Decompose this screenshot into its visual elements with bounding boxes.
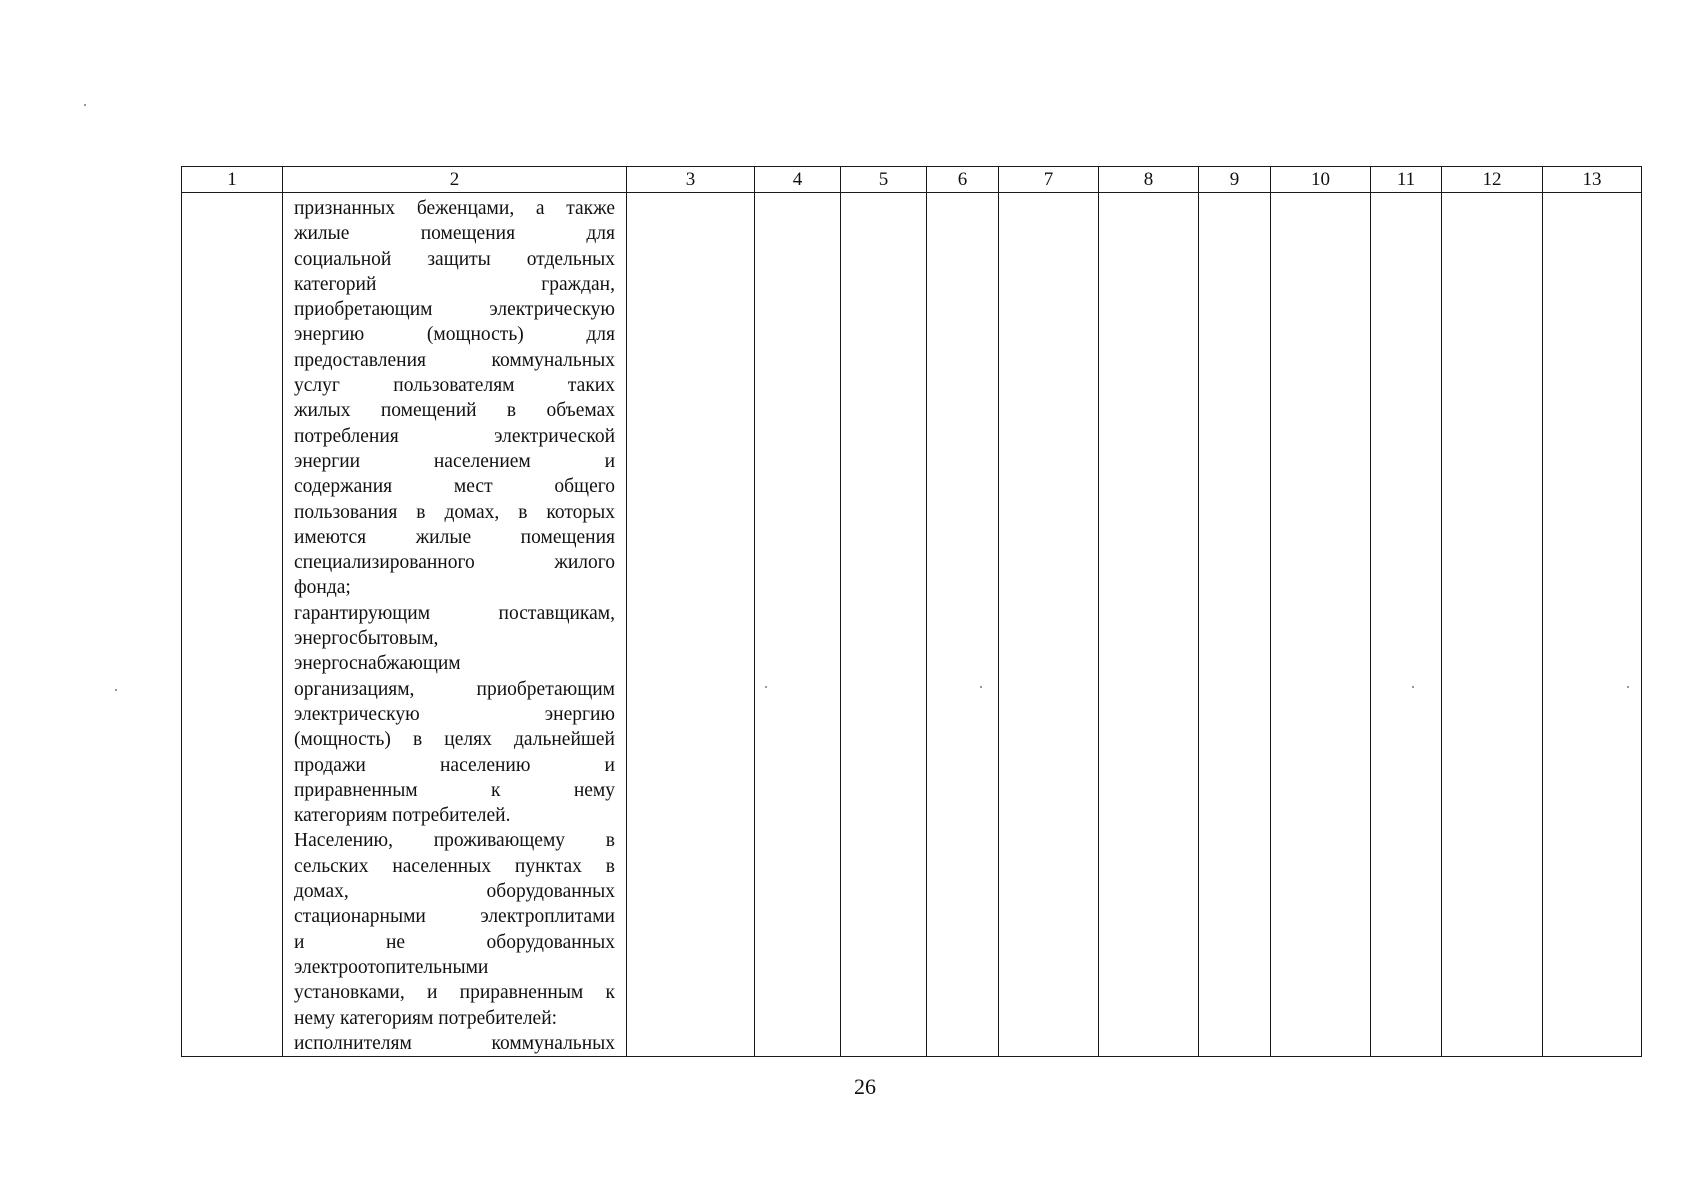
cell-col-2 [283, 193, 627, 1057]
column-number-2: 2 [283, 167, 627, 193]
text-line: и не оборудованных [294, 931, 615, 953]
scan-speck [980, 686, 982, 688]
cell-col-4 [755, 193, 841, 1057]
text-line: категориям потребителей. [294, 805, 511, 827]
text-line: жилых помещений в объемах [294, 400, 615, 422]
tariff-description-text [283, 193, 626, 1056]
text-line: сельских населенных пунктах в [294, 855, 615, 877]
cell-col-5 [841, 193, 927, 1057]
scan-speck [765, 686, 767, 688]
text-line: организациям, приобретающим [294, 678, 615, 700]
text-line: пользования в домах, в которых [294, 501, 615, 523]
text-line: жилые помещения для [294, 223, 615, 245]
column-number-12: 12 [1442, 167, 1543, 193]
column-number-7: 7 [999, 167, 1099, 193]
column-number-1: 1 [182, 167, 283, 193]
scan-speck [1412, 686, 1414, 688]
cell-col-3 [627, 193, 755, 1057]
data-table [181, 166, 1642, 1057]
text-line: социальной защиты отдельных [294, 248, 615, 270]
cell-col-6 [927, 193, 999, 1057]
column-number-8: 8 [1099, 167, 1199, 193]
text-line: фонда; [294, 577, 351, 599]
cell-col-10 [1271, 193, 1371, 1057]
page-number: 26 [854, 1074, 876, 1099]
column-number-4: 4 [755, 167, 841, 193]
text-line: услуг пользователям таких [294, 375, 615, 397]
text-line: специализированного жилого [294, 552, 615, 574]
cell-col-7 [999, 193, 1099, 1057]
column-number-11: 11 [1371, 167, 1442, 193]
text-line: нему категориям потребителей: [294, 1007, 558, 1029]
text-line: энергоснабжающим [294, 653, 461, 675]
text-line: признанных беженцами, а также [294, 198, 615, 219]
text-line: предоставления коммунальных [294, 349, 615, 371]
scan-speck [1627, 686, 1629, 688]
text-line: продажи населению и [294, 754, 615, 776]
column-number-10: 10 [1271, 167, 1371, 193]
text-line: исполнителям коммунальных [294, 1032, 615, 1054]
text-line: Населению, проживающему в [294, 830, 615, 852]
table-row [182, 193, 1642, 1057]
text-line: потребления электрической [294, 425, 615, 447]
text-line: установками, и приравненным к [294, 982, 615, 1004]
text-line: электрическую энергию [294, 703, 615, 725]
text-line: приравненным к нему [294, 779, 615, 801]
column-number-3: 3 [627, 167, 755, 193]
text-line: категорий граждан, [294, 273, 615, 295]
text-line: энергосбытовым, [294, 628, 439, 650]
text-line: имеются жилые помещения [294, 526, 615, 548]
cell-col-12 [1442, 193, 1543, 1057]
cell-col-11 [1371, 193, 1442, 1057]
column-number-6: 6 [927, 167, 999, 193]
text-line: домах, оборудованных [294, 881, 615, 903]
text-line: (мощность) в целях дальнейшей [294, 729, 615, 751]
cell-col-1 [182, 193, 283, 1057]
text-line: содержания мест общего [294, 476, 615, 498]
cell-col-8 [1099, 193, 1199, 1057]
cell-col-9 [1199, 193, 1271, 1057]
column-number-5: 5 [841, 167, 927, 193]
column-number-9: 9 [1199, 167, 1271, 193]
text-line: гарантирующим поставщикам, [294, 602, 615, 624]
text-line: приобретающим электрическую [294, 299, 615, 321]
text-line: энергию (мощность) для [294, 324, 615, 346]
text-line: стационарными электроплитами [294, 906, 615, 928]
column-number-row [182, 167, 1642, 193]
scan-speck [84, 104, 86, 106]
scan-speck [115, 689, 117, 691]
text-line: электроотопительными [294, 956, 489, 978]
text-line: энергии населением и [294, 450, 615, 472]
cell-col-13 [1543, 193, 1642, 1057]
column-number-13: 13 [1543, 167, 1642, 193]
